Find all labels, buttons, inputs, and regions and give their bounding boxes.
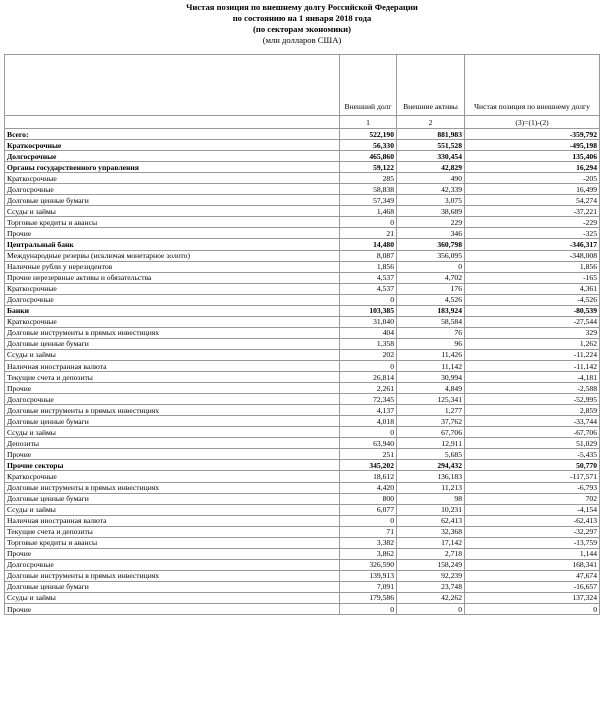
external-debt-cell: 7,091	[340, 581, 397, 592]
net-position-cell: -5,435	[465, 449, 600, 460]
row-label: Долговые инструменты в прямых инвестициях	[5, 482, 340, 493]
table-row	[5, 394, 600, 405]
row-label: Долговые ценные бумаги	[5, 338, 340, 349]
table-row	[5, 305, 600, 316]
table-row	[5, 493, 600, 504]
net-position-cell: 1,856	[465, 261, 600, 272]
row-label: Долгосрочные	[5, 294, 340, 305]
table-row	[5, 316, 600, 327]
external-debt-cell: 139,913	[340, 570, 397, 581]
row-label: Долговые ценные бумаги	[5, 493, 340, 504]
report-units: (млн долларов США)	[262, 35, 342, 45]
table-row	[5, 173, 600, 184]
external-debt-cell: 2,261	[340, 383, 397, 394]
external-assets-cell: 229	[397, 217, 465, 228]
row-label: Наличные рубли у нерезидентов	[5, 261, 340, 272]
row-label: Долговые инструменты в прямых инвестициях	[5, 405, 340, 416]
external-assets-cell: 62,413	[397, 515, 465, 526]
table-row	[5, 129, 600, 140]
external-debt-cell: 465,860	[340, 151, 397, 162]
column-index-row	[5, 116, 600, 129]
table-row	[5, 239, 600, 250]
row-label: Прочие секторы	[5, 460, 340, 471]
external-assets-cell: 4,526	[397, 294, 465, 305]
row-label: Краткосрочные	[5, 140, 340, 151]
row-label: Долгосрочные	[5, 184, 340, 195]
external-assets-cell: 346	[397, 228, 465, 239]
report-header	[0, 0, 604, 46]
external-debt-cell: 72,345	[340, 394, 397, 405]
net-position-cell: -4,154	[465, 504, 600, 515]
external-assets-cell: 96	[397, 338, 465, 349]
external-assets-cell: 12,911	[397, 438, 465, 449]
net-position-cell: -165	[465, 272, 600, 283]
net-position-cell: -4,526	[465, 294, 600, 305]
external-debt-cell: 56,330	[340, 140, 397, 151]
row-label: Ссуды и займы	[5, 592, 340, 603]
net-position-index: (3)=(1)-(2)	[465, 116, 600, 129]
external-assets-cell: 98	[397, 493, 465, 504]
table-row	[5, 581, 600, 592]
row-label: Прочие нерезервные активы и обязательства	[5, 272, 340, 283]
row-label: Прочие	[5, 548, 340, 559]
external-debt-cell: 285	[340, 173, 397, 184]
table-row	[5, 427, 600, 438]
table-row	[5, 559, 600, 570]
table-row	[5, 592, 600, 603]
external-assets-cell: 0	[397, 261, 465, 272]
external-debt-cell: 0	[340, 360, 397, 371]
row-label: Банки	[5, 305, 340, 316]
external-assets-cell: 490	[397, 173, 465, 184]
external-assets-cell: 3,075	[397, 195, 465, 206]
external-assets-cell: 294,432	[397, 460, 465, 471]
net-position-cell: 702	[465, 493, 600, 504]
table-row	[5, 349, 600, 360]
table-row	[5, 360, 600, 371]
external-assets-cell: 23,748	[397, 581, 465, 592]
net-position-cell: 2,859	[465, 405, 600, 416]
row-label: Текущие счета и депозиты	[5, 526, 340, 537]
row-label: Краткосрочные	[5, 316, 340, 327]
net-position-cell: 50,770	[465, 460, 600, 471]
external-assets-cell: 17,142	[397, 537, 465, 548]
column-header-row	[5, 55, 600, 116]
external-assets-cell: 11,213	[397, 482, 465, 493]
label-column-index	[5, 116, 340, 129]
external-debt-cell: 3,382	[340, 537, 397, 548]
row-label: Депозиты	[5, 438, 340, 449]
row-label: Органы государственного управления	[5, 162, 340, 173]
net-position-cell: -495,198	[465, 140, 600, 151]
external-debt-cell: 14,480	[340, 239, 397, 250]
net-position-cell: 54,274	[465, 195, 600, 206]
row-label: Международные резервы (исключая монетарное золото)	[5, 250, 340, 261]
table-row	[5, 151, 600, 162]
external-debt-cell: 179,586	[340, 592, 397, 603]
net-position-cell: -348,008	[465, 250, 600, 261]
external-debt-cell: 6,077	[340, 504, 397, 515]
external-assets-cell: 92,239	[397, 570, 465, 581]
row-label: Прочие	[5, 383, 340, 394]
table-row	[5, 471, 600, 482]
external-assets-cell: 76	[397, 327, 465, 338]
table-row	[5, 217, 600, 228]
table-row	[5, 195, 600, 206]
external-assets-cell: 30,994	[397, 372, 465, 383]
table-row	[5, 570, 600, 581]
table-row	[5, 449, 600, 460]
row-label: Долгосрочные	[5, 394, 340, 405]
external-assets-cell: 42,339	[397, 184, 465, 195]
external-debt-cell: 59,122	[340, 162, 397, 173]
external-assets-cell: 881,983	[397, 129, 465, 140]
external-assets-cell: 11,426	[397, 349, 465, 360]
row-label: Текущие счета и депозиты	[5, 372, 340, 383]
table-row	[5, 261, 600, 272]
external-assets-cell: 10,231	[397, 504, 465, 515]
external-assets-cell: 5,685	[397, 449, 465, 460]
external-assets-header: Внешние активы	[397, 55, 465, 116]
external-assets-cell: 136,183	[397, 471, 465, 482]
net-position-cell: -4,181	[465, 372, 600, 383]
row-label: Всего:	[5, 129, 340, 140]
net-position-cell: 51,029	[465, 438, 600, 449]
table-row	[5, 327, 600, 338]
net-position-cell: -27,544	[465, 316, 600, 327]
external-debt-cell: 1,856	[340, 261, 397, 272]
row-label: Долговые ценные бумаги	[5, 195, 340, 206]
report-sectors: (по секторам экономики)	[253, 24, 351, 34]
external-debt-cell: 3,862	[340, 548, 397, 559]
net-position-cell: -62,413	[465, 515, 600, 526]
net-position-cell: -325	[465, 228, 600, 239]
external-debt-cell: 58,838	[340, 184, 397, 195]
external-assets-cell: 42,829	[397, 162, 465, 173]
external-debt-cell: 8,087	[340, 250, 397, 261]
table-row	[5, 438, 600, 449]
external-assets-cell: 2,718	[397, 548, 465, 559]
external-debt-cell: 1,358	[340, 338, 397, 349]
table-row	[5, 272, 600, 283]
table-row	[5, 460, 600, 471]
external-debt-cell: 4,537	[340, 283, 397, 294]
external-debt-cell: 1,468	[340, 206, 397, 217]
external-debt-cell: 4,537	[340, 272, 397, 283]
row-label: Наличная иностранная валюта	[5, 360, 340, 371]
net-position-cell: -32,297	[465, 526, 600, 537]
net-position-cell: -2,588	[465, 383, 600, 394]
table-row	[5, 294, 600, 305]
external-assets-cell: 4,849	[397, 383, 465, 394]
net-position-cell: -37,221	[465, 206, 600, 217]
row-label: Ссуды и займы	[5, 349, 340, 360]
table-row	[5, 250, 600, 261]
net-position-cell: -52,995	[465, 394, 600, 405]
row-label: Долговые инструменты в прямых инвестициях	[5, 327, 340, 338]
row-label: Ссуды и займы	[5, 206, 340, 217]
table-row	[5, 283, 600, 294]
row-label: Прочие	[5, 228, 340, 239]
net-position-cell: -13,759	[465, 537, 600, 548]
net-position-cell: -11,142	[465, 360, 600, 371]
external-debt-cell: 522,190	[340, 129, 397, 140]
table-row	[5, 604, 600, 615]
table-row	[5, 338, 600, 349]
row-label: Торговые кредиты и авансы	[5, 217, 340, 228]
external-assets-cell: 37,762	[397, 416, 465, 427]
external-assets-cell: 4,702	[397, 272, 465, 283]
table-row	[5, 548, 600, 559]
table-row	[5, 162, 600, 173]
net-position-cell: -346,317	[465, 239, 600, 250]
net-position-cell: -229	[465, 217, 600, 228]
net-position-cell: 1,144	[465, 548, 600, 559]
label-column-header	[5, 55, 340, 116]
external-assets-cell: 67,706	[397, 427, 465, 438]
table-row	[5, 372, 600, 383]
external-debt-cell: 26,814	[340, 372, 397, 383]
table-row	[5, 206, 600, 217]
net-position-cell: -67,706	[465, 427, 600, 438]
external-debt-cell: 63,940	[340, 438, 397, 449]
external-debt-cell: 0	[340, 294, 397, 305]
table-row	[5, 504, 600, 515]
external-debt-cell: 0	[340, 604, 397, 615]
net-position-cell: 137,324	[465, 592, 600, 603]
external-debt-cell: 4,018	[340, 416, 397, 427]
row-label: Прочие	[5, 449, 340, 460]
external-debt-cell: 71	[340, 526, 397, 537]
external-assets-cell: 32,368	[397, 526, 465, 537]
external-assets-cell: 158,249	[397, 559, 465, 570]
report-date: по состоянию на 1 января 2018 года	[232, 13, 372, 23]
row-label: Ссуды и займы	[5, 427, 340, 438]
table-row	[5, 515, 600, 526]
row-label: Центральный банк	[5, 239, 340, 250]
table-row	[5, 140, 600, 151]
external-debt-cell: 31,040	[340, 316, 397, 327]
debt-position-table	[4, 54, 600, 615]
net-position-cell: -80,539	[465, 305, 600, 316]
row-label: Долгосрочные	[5, 151, 340, 162]
net-position-cell: -16,657	[465, 581, 600, 592]
row-label: Краткосрочные	[5, 173, 340, 184]
table-row	[5, 537, 600, 548]
table-row	[5, 416, 600, 427]
external-assets-cell: 356,095	[397, 250, 465, 261]
external-debt-cell: 0	[340, 217, 397, 228]
external-debt-cell: 404	[340, 327, 397, 338]
row-label: Ссуды и займы	[5, 504, 340, 515]
external-assets-cell: 0	[397, 604, 465, 615]
external-debt-cell: 0	[340, 427, 397, 438]
net-position-cell: 16,294	[465, 162, 600, 173]
table-row	[5, 482, 600, 493]
external-debt-cell: 21	[340, 228, 397, 239]
external-debt-header: Внешний долг	[340, 55, 397, 116]
external-assets-cell: 125,341	[397, 394, 465, 405]
net-position-cell: -33,744	[465, 416, 600, 427]
net-position-cell: 0	[465, 604, 600, 615]
net-position-cell: -205	[465, 173, 600, 184]
external-debt-cell: 4,137	[340, 405, 397, 416]
external-assets-cell: 11,142	[397, 360, 465, 371]
external-debt-cell: 251	[340, 449, 397, 460]
table-row	[5, 526, 600, 537]
external-debt-cell: 202	[340, 349, 397, 360]
external-debt-cell: 0	[340, 515, 397, 526]
net-position-cell: -6,793	[465, 482, 600, 493]
external-debt-cell: 57,349	[340, 195, 397, 206]
table-row	[5, 405, 600, 416]
net-position-cell: 4,361	[465, 283, 600, 294]
row-label: Долговые инструменты в прямых инвестициях	[5, 570, 340, 581]
external-assets-index: 2	[397, 116, 465, 129]
external-assets-cell: 360,798	[397, 239, 465, 250]
row-label: Торговые кредиты и авансы	[5, 537, 340, 548]
external-assets-cell: 551,528	[397, 140, 465, 151]
net-position-cell: 168,341	[465, 559, 600, 570]
net-position-cell: 329	[465, 327, 600, 338]
external-assets-cell: 176	[397, 283, 465, 294]
row-label: Краткосрочные	[5, 471, 340, 482]
row-label: Прочие	[5, 604, 340, 615]
row-label: Наличная иностранная валюта	[5, 515, 340, 526]
net-position-cell: 135,406	[465, 151, 600, 162]
net-position-cell: -359,792	[465, 129, 600, 140]
external-assets-cell: 330,454	[397, 151, 465, 162]
net-position-cell: -117,571	[465, 471, 600, 482]
external-assets-cell: 42,262	[397, 592, 465, 603]
external-debt-cell: 103,385	[340, 305, 397, 316]
row-label: Долговые ценные бумаги	[5, 416, 340, 427]
net-position-cell: 47,674	[465, 570, 600, 581]
net-position-header: Чистая позиция по внешнему долгу	[465, 55, 600, 116]
table-row	[5, 228, 600, 239]
row-label: Долговые ценные бумаги	[5, 581, 340, 592]
external-debt-index: 1	[340, 116, 397, 129]
external-assets-cell: 58,584	[397, 316, 465, 327]
external-debt-cell: 18,612	[340, 471, 397, 482]
external-assets-cell: 38,689	[397, 206, 465, 217]
net-position-cell: 1,262	[465, 338, 600, 349]
row-label: Краткосрочные	[5, 283, 340, 294]
row-label: Долгосрочные	[5, 559, 340, 570]
external-assets-cell: 183,924	[397, 305, 465, 316]
table-row	[5, 184, 600, 195]
table-row	[5, 383, 600, 394]
external-assets-cell: 1,277	[397, 405, 465, 416]
report-title: Чистая позиция по внешнему долгу Российской Федерации	[186, 2, 418, 12]
external-debt-cell: 345,202	[340, 460, 397, 471]
external-debt-cell: 800	[340, 493, 397, 504]
external-debt-cell: 326,590	[340, 559, 397, 570]
external-debt-cell: 4,420	[340, 482, 397, 493]
net-position-cell: -11,224	[465, 349, 600, 360]
net-position-cell: 16,499	[465, 184, 600, 195]
